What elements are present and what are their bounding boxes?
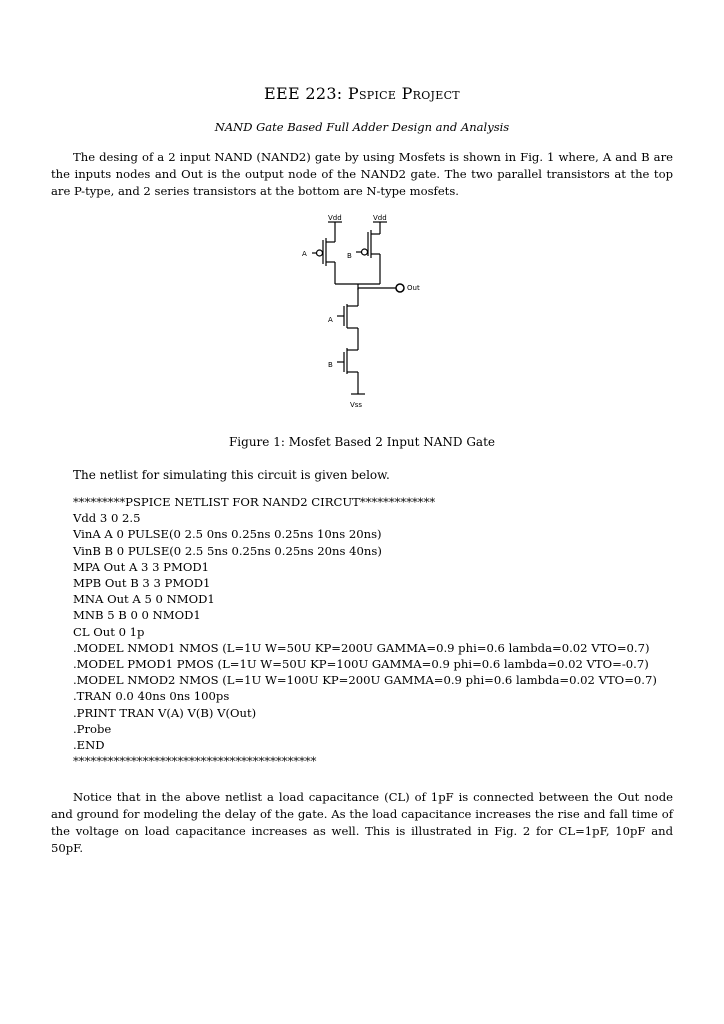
pmos-b-gate-label: B — [347, 252, 352, 260]
netlist-line: VinB B 0 PULSE(0 2.5 5ns 0.25ns 0.25ns 20ns 40ns) — [73, 543, 382, 558]
netlist-line: MNA Out A 5 0 NMOD1 — [73, 592, 215, 607]
netlist-line: CL Out 0 1p — [73, 624, 145, 639]
nmos-a-gate-label: A — [328, 316, 333, 324]
netlist-line: MNB 5 B 0 0 NMOD1 — [73, 608, 201, 623]
page-title — [0, 84, 724, 103]
netlist-line: .PRINT TRAN V(A) V(B) V(Out) — [73, 705, 257, 720]
netlist-line: MPB Out B 3 3 PMOD1 — [73, 576, 211, 591]
pmos-b-transistor — [356, 222, 380, 284]
netlist-line: .MODEL NMOD1 NMOS (L=1U W=50U KP=200U GAMMA=0.9 phi=0.6 lambda=0.02 VTO=0.7) — [73, 640, 650, 655]
output-terminal — [396, 284, 404, 292]
nmos-b-transistor — [337, 348, 358, 394]
netlist-line: .END — [73, 738, 105, 753]
vdd-right-label: Vdd — [373, 214, 387, 222]
vdd-left-label: Vdd — [328, 214, 342, 222]
netlist-line: MPA Out A 3 3 PMOD1 — [73, 559, 210, 574]
page-subtitle: NAND Gate Based Full Adder Design and Analysis — [214, 120, 510, 134]
netlist-line: .MODEL NMOD2 NMOS (L=1U W=100U KP=200U GAMMA=0.9 phi=0.6 lambda=0.02 VTO=0.7) — [73, 673, 657, 688]
title-prefix: EEE 223: — [264, 84, 343, 103]
pmos-a-transistor — [312, 222, 335, 284]
netlist-line: VinA A 0 PULSE(0 2.5 0ns 0.25ns 0.25ns 10ns 20ns) — [73, 527, 382, 542]
pmos-a-gate-label: A — [302, 250, 307, 258]
netlist-line: .MODEL PMOD1 PMOS (L=1U W=50U KP=100U GAMMA=0.9 phi=0.6 lambda=0.02 VTO=-0.7) — [73, 657, 649, 672]
netlist-block — [73, 494, 657, 769]
vss-label: Vss — [350, 401, 363, 409]
figure-caption: Figure 1: Mosfet Based 2 Input NAND Gate — [228, 435, 496, 449]
closing-paragraph: Notice that in the above netlist a load capacitance (CL) of 1pF is connected between the Out node and ground for modeling the delay of the gate. As the load capacitance increases the rise and fall time of the voltage on load capacitance increases as well. This is illustrated in Fig. 2 for CL=1pF, 10pF and 50pF. — [51, 790, 673, 855]
netlist-line: .Probe — [73, 721, 112, 736]
nmos-a-transistor — [337, 288, 358, 350]
netlist-line: ****************************************** — [73, 754, 317, 769]
netlist-intro: The netlist for simulating this circuit is given below. — [73, 468, 390, 482]
intro-paragraph: The desing of a 2 input NAND (NAND2) gate by using Mosfets is shown in Fig. 1 where, A and B are the inputs nodes and Out is the output node of the NAND2 gate. The two parallel transistors at the top are P-type, and 2 series transistors at the bottom are N-type mosfets. — [51, 150, 673, 198]
title-main: Pspice Project — [347, 84, 460, 103]
netlist-line: *********PSPICE NETLIST FOR NAND2 CIRCUT************* — [73, 495, 436, 509]
out-label: Out — [407, 284, 420, 292]
nand-gate-schematic — [290, 208, 430, 414]
nmos-b-gate-label: B — [328, 361, 333, 369]
netlist-line: .TRAN 0.0 40ns 0ns 100ps — [73, 689, 230, 704]
netlist-line: Vdd 3 0 2.5 — [73, 511, 141, 526]
